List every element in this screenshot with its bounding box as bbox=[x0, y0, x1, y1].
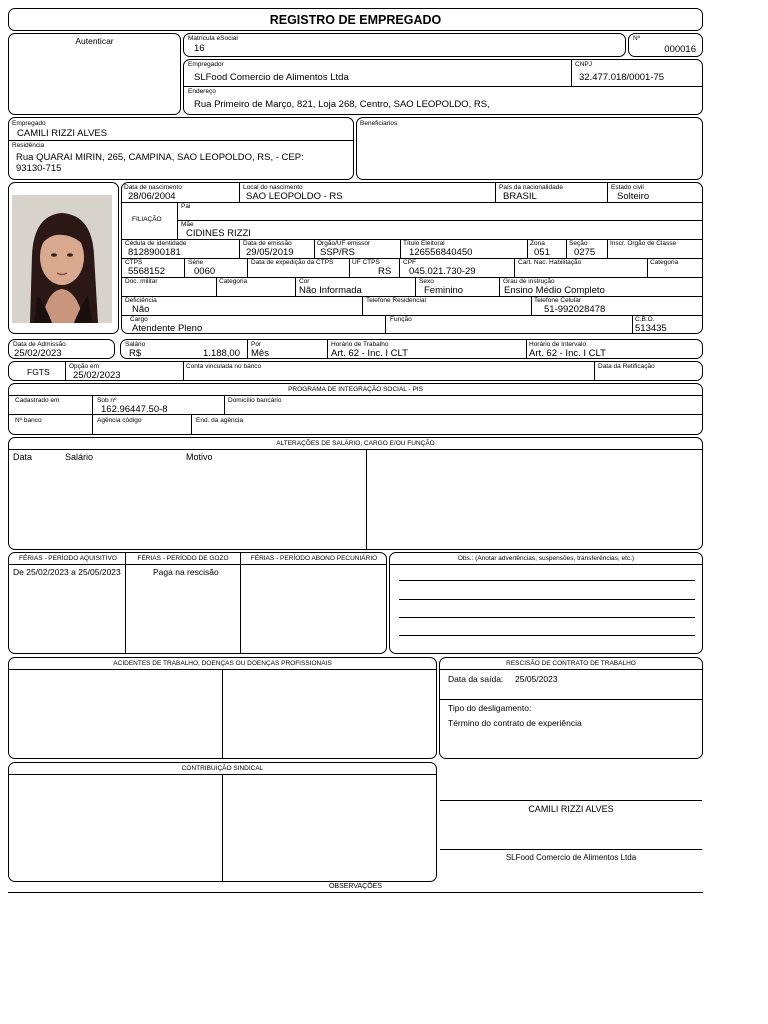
alteracoes-col-data: Data bbox=[13, 452, 33, 462]
insc-orgao-label: Inscr. Órgão de Classe bbox=[610, 240, 677, 247]
beneficiarios-label: Beneficiarios bbox=[360, 120, 398, 127]
ctps-value: 5568152 bbox=[128, 266, 165, 277]
photo-frame bbox=[8, 182, 119, 334]
cbo-value: 513435 bbox=[635, 323, 667, 334]
funcao-label: Função bbox=[390, 316, 412, 323]
divider bbox=[440, 669, 702, 670]
ferias-gozo-title: FÉRIAS - PERÍODO DE GOZO bbox=[137, 555, 229, 562]
divider bbox=[122, 277, 702, 278]
horario-intervalo-value: Art. 62 - Inc. I CLT bbox=[529, 348, 606, 359]
numero-box bbox=[628, 33, 703, 57]
fgts-label: FGTS bbox=[27, 367, 50, 377]
divider bbox=[9, 414, 702, 415]
estado-civil-label: Estado civil bbox=[611, 184, 644, 191]
alteracoes-title: ALTERAÇÕES DE SALÁRIO, CARGO E/OU FUNÇÃO bbox=[276, 440, 435, 447]
divider bbox=[526, 340, 527, 358]
obs-line bbox=[399, 635, 695, 636]
employee-photo bbox=[12, 195, 112, 323]
local-nascimento-value: SAO LEOPOLDO - RS bbox=[246, 191, 343, 202]
categoria-mil-label: Categoria bbox=[219, 278, 248, 285]
retificacao-label: Data da Retificação bbox=[598, 363, 655, 370]
divider bbox=[647, 258, 648, 277]
divider bbox=[385, 315, 386, 334]
orgao-label: Orgão/UF emissor bbox=[317, 240, 371, 247]
obs-title: Obs.: (Anotar advertências, suspensões, transferências, etc.) bbox=[457, 555, 635, 562]
filiacao-label: FILIAÇÃO bbox=[132, 216, 162, 223]
divider bbox=[122, 315, 702, 316]
rescisao-tipo-label: Tipo do desligamento: bbox=[448, 703, 532, 713]
local-nascimento-label: Local do nascimento bbox=[243, 184, 303, 191]
cargo-value: Atendente Pleno bbox=[132, 323, 203, 334]
emissao-label: Data de emissão bbox=[243, 240, 292, 247]
por-label: Por bbox=[251, 341, 262, 348]
title-box bbox=[8, 8, 703, 31]
serie-label: Série bbox=[188, 259, 204, 266]
divider bbox=[327, 340, 328, 358]
divider bbox=[184, 86, 702, 87]
identidade-label: Cédula de identidade bbox=[125, 240, 187, 247]
contribuicao-box bbox=[8, 762, 437, 882]
numero-value: 000016 bbox=[664, 44, 696, 55]
empregado-box bbox=[8, 117, 354, 180]
divider bbox=[247, 340, 248, 358]
divider bbox=[125, 553, 126, 654]
emissao-value: 29/05/2019 bbox=[246, 247, 294, 258]
empregado-value: CAMILI RIZZI ALVES bbox=[17, 128, 108, 139]
divider bbox=[594, 362, 595, 380]
divider bbox=[362, 296, 363, 315]
signature-line-employee bbox=[440, 800, 702, 801]
divider bbox=[349, 258, 350, 277]
rescisao-title: RESCISÃO DE CONTRATO DE TRABALHO bbox=[506, 660, 636, 667]
divider bbox=[295, 277, 296, 296]
personal-data-box bbox=[121, 182, 703, 334]
deficiencia-value: Não bbox=[132, 304, 150, 315]
rescisao-box bbox=[439, 657, 703, 759]
nacionalidade-value: BRASIL bbox=[503, 191, 537, 202]
sexo-value: Feminino bbox=[424, 285, 464, 296]
pis-banco-label: Nº banco bbox=[15, 417, 42, 424]
empregador-label: Empregador bbox=[188, 61, 224, 68]
obs-line bbox=[399, 580, 695, 581]
endereco-label: Endereço bbox=[188, 88, 216, 95]
divider bbox=[224, 395, 225, 414]
mae-value: CIDINES RIZZI bbox=[186, 228, 251, 239]
ferias-aquisitivo-value: De 25/02/2023 a 25/05/2023 bbox=[13, 567, 121, 577]
cor-label: Cor bbox=[299, 278, 310, 285]
residencia-line2: 93130-715 bbox=[16, 163, 62, 174]
mae-label: Mãe bbox=[181, 221, 194, 228]
divider bbox=[65, 362, 66, 380]
cnpj-value: 32.477.018/0001-75 bbox=[579, 72, 665, 83]
employee-photo-image bbox=[12, 195, 112, 323]
pis-domicilio-label: Domicílio bancário bbox=[228, 397, 282, 404]
divider bbox=[531, 296, 532, 315]
obs-line bbox=[399, 599, 695, 600]
pis-agencia-label: Agência código bbox=[97, 417, 142, 424]
cnpj-label: CNPJ bbox=[575, 61, 592, 68]
divider bbox=[607, 183, 608, 202]
instrucao-value: Ensino Médio Completo bbox=[504, 285, 605, 296]
titulo-label: Título Eleitoral bbox=[403, 240, 445, 247]
orgao-value: SSP/RS bbox=[320, 247, 355, 258]
alteracoes-col-motivo: Motivo bbox=[186, 452, 213, 462]
autenticar-box bbox=[8, 33, 181, 115]
zona-label: Zona bbox=[530, 240, 545, 247]
employer-signature-name: SLFood Comercio de Alimentos Ltda bbox=[505, 853, 637, 862]
divider bbox=[216, 277, 217, 296]
pis-end-agencia-label: End. da agência bbox=[196, 417, 243, 424]
divider bbox=[191, 414, 192, 435]
instrucao-label: Grau de instrução bbox=[503, 278, 555, 285]
nascimento-label: Data de nascimento bbox=[124, 184, 182, 191]
beneficiarios-box bbox=[356, 117, 703, 180]
acidentes-title: ACIDENTES DE TRABALHO, DOENÇAS OU DOENÇAS PROFISSIONAIS bbox=[113, 660, 332, 667]
empregador-box bbox=[183, 59, 703, 115]
cpf-label: CPF bbox=[403, 259, 416, 266]
uf-ctps-value: RS bbox=[378, 266, 392, 277]
divider bbox=[92, 395, 93, 435]
horario-intervalo-label: Horário de Intervalo bbox=[529, 341, 587, 348]
matricula-value: 16 bbox=[194, 43, 205, 54]
secao-value: 0275 bbox=[574, 247, 596, 258]
divider bbox=[499, 277, 500, 296]
residencia-label: Residência bbox=[12, 142, 45, 149]
ctps-label: CTPS bbox=[125, 259, 143, 266]
divider bbox=[440, 699, 702, 700]
divider bbox=[9, 140, 353, 141]
matricula-box bbox=[183, 33, 626, 57]
divider bbox=[399, 258, 400, 277]
opcao-value: 25/02/2023 bbox=[73, 370, 121, 381]
pis-sob-label: Sob nº bbox=[97, 397, 117, 404]
por-value: Mês bbox=[251, 348, 269, 359]
divider bbox=[183, 362, 184, 380]
opcao-label: Opção em bbox=[69, 363, 99, 370]
divider bbox=[184, 258, 185, 277]
empregado-label: Empregado bbox=[12, 120, 46, 127]
pis-sob-value: 162.96447.50-8 bbox=[101, 404, 168, 415]
nascimento-value: 28/06/2004 bbox=[128, 191, 176, 202]
divider bbox=[607, 239, 608, 258]
rescisao-saida-value: 25/05/2023 bbox=[515, 674, 558, 684]
divider bbox=[514, 258, 515, 277]
tel-res-label: Telefone Residencial bbox=[366, 297, 426, 304]
observacoes-line bbox=[8, 892, 703, 893]
divider bbox=[9, 564, 386, 565]
signature-line-employer bbox=[440, 849, 702, 850]
divider bbox=[222, 669, 223, 759]
identidade-value: 8128900181 bbox=[128, 247, 181, 258]
secao-label: Seção bbox=[569, 240, 588, 247]
expedicao-label: Data de expedição da CTPS bbox=[251, 259, 334, 266]
residencia-line1: Rua QUARAI MIRIN, 265, CAMPINA, SAO LEOPOLDO, RS, - CEP: bbox=[16, 152, 304, 163]
divider bbox=[122, 202, 702, 203]
pai-label: Pai bbox=[181, 203, 191, 210]
divider bbox=[571, 60, 572, 86]
ferias-box bbox=[8, 552, 387, 654]
divider bbox=[390, 564, 702, 565]
admissao-box bbox=[8, 339, 115, 359]
endereco-value: Rua Primeiro de Março, 821, Loja 268, Centro, SAO LEOPOLDO, RS, bbox=[194, 99, 490, 110]
cargo-label: Cargo bbox=[130, 316, 148, 323]
zona-value: 051 bbox=[534, 247, 550, 258]
alteracoes-box bbox=[8, 437, 703, 550]
employee-signature-name: CAMILI RIZZI ALVES bbox=[528, 804, 614, 814]
divider bbox=[566, 239, 567, 258]
ferias-aquisitivo-title: FÉRIAS - PERÍODO AQUISITIVO bbox=[19, 555, 117, 562]
divider bbox=[177, 220, 702, 221]
obs-line bbox=[399, 617, 695, 618]
titulo-value: 126556840450 bbox=[409, 247, 473, 258]
uf-ctps-label: UF CTPS bbox=[352, 259, 380, 266]
numero-label: Nº bbox=[633, 35, 641, 42]
divider bbox=[239, 239, 240, 258]
contribuicao-title: CONTRIBUIÇÃO SINDICAL bbox=[181, 765, 264, 772]
nacionalidade-label: País da nacionalidade bbox=[499, 184, 563, 191]
estado-civil-value: Solteiro bbox=[617, 191, 650, 202]
admissao-label: Data de Admissão bbox=[13, 341, 66, 348]
document-title: REGISTRO DE EMPREGADO bbox=[269, 13, 442, 27]
pis-title: PROGRAMA DE INTEGRAÇÃO SOCIAL - PIS bbox=[288, 386, 423, 393]
empregador-value: SLFood Comercio de Alimentos Ltda bbox=[194, 72, 349, 83]
divider bbox=[527, 239, 528, 258]
divider bbox=[495, 183, 496, 202]
divider bbox=[632, 315, 633, 334]
cnh-label: Cart. Nac. Habilitação bbox=[518, 259, 582, 266]
divider bbox=[314, 239, 315, 258]
alteracoes-col-salario: Salário bbox=[65, 452, 94, 462]
salario-label: Salário bbox=[125, 341, 146, 348]
cpf-value: 045.021.730-29 bbox=[409, 266, 476, 277]
fgts-box bbox=[8, 361, 703, 381]
tel-cel-label: Telefone Celular bbox=[534, 297, 581, 304]
salario-box bbox=[120, 339, 703, 359]
observacoes-title: OBSERVAÇÕES bbox=[328, 883, 383, 890]
autenticar-label: Autenticar bbox=[75, 36, 114, 46]
sexo-label: Sexo bbox=[419, 278, 434, 285]
divider bbox=[9, 449, 702, 450]
divider bbox=[222, 774, 223, 882]
salario-currency: R$ bbox=[129, 348, 142, 359]
doc-militar-label: Doc. militar bbox=[125, 278, 158, 285]
matricula-label: Matrícula eSocial bbox=[188, 35, 238, 42]
ferias-abono-title: FÉRIAS - PERÍODO ABONO PECUNIÁRIO bbox=[250, 555, 378, 562]
rescisao-saida-label: Data da saída: bbox=[448, 674, 504, 684]
cor-value: Não Informada bbox=[299, 285, 362, 296]
deficiencia-label: Deficiência bbox=[125, 297, 157, 304]
divider bbox=[247, 258, 248, 277]
divider bbox=[9, 395, 702, 396]
divider bbox=[366, 449, 367, 550]
conta-vinculada-label: Conta vinculada no banco bbox=[186, 363, 262, 370]
pis-cadastrado-label: Cadastrado em bbox=[15, 397, 60, 404]
divider bbox=[415, 277, 416, 296]
rescisao-tipo-value: Término do contrato de experiência bbox=[448, 718, 582, 728]
divider bbox=[400, 239, 401, 258]
horario-trabalho-label: Horário de Trabalho bbox=[331, 341, 389, 348]
horario-trabalho-value: Art. 62 - Inc. I CLT bbox=[331, 348, 408, 359]
serie-value: 0060 bbox=[194, 266, 216, 277]
acidentes-box bbox=[8, 657, 437, 759]
ferias-gozo-value: Paga na rescisão bbox=[153, 567, 219, 577]
tel-cel-value: 51-992028478 bbox=[544, 304, 606, 315]
divider bbox=[240, 553, 241, 654]
salario-value: 1.188,00 bbox=[203, 348, 240, 359]
admissao-value: 25/02/2023 bbox=[14, 348, 62, 359]
cbo-label: C.B.O. bbox=[635, 316, 655, 323]
categoria-cnh-label: Categoria bbox=[650, 259, 679, 266]
pis-box bbox=[8, 383, 703, 435]
obs-box bbox=[389, 552, 703, 654]
divider bbox=[239, 183, 240, 202]
